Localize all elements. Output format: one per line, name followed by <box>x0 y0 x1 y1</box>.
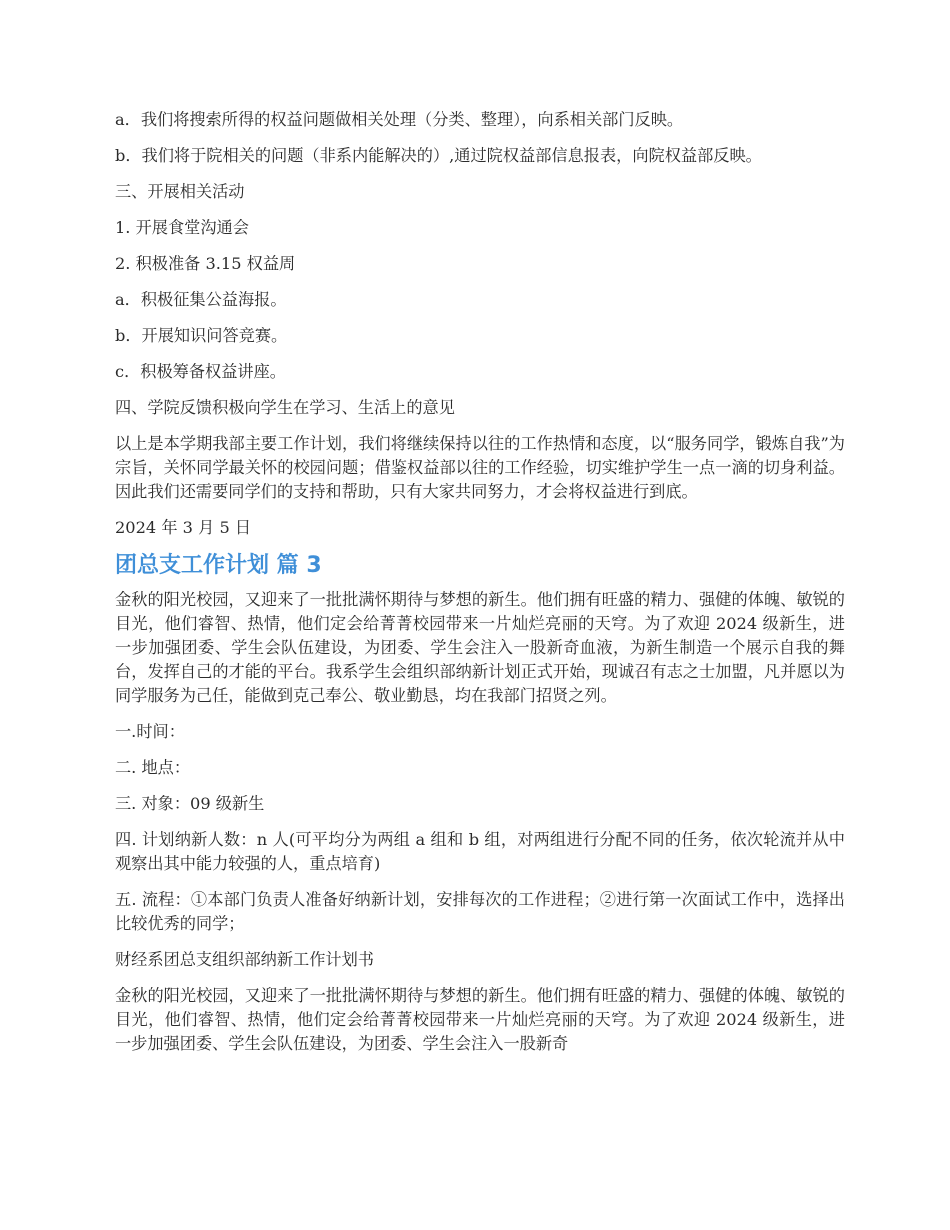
paragraph-intro-repeat: 金秋的阳光校园，又迎来了一批批满怀期待与梦想的新生。他们拥有旺盛的精力、强健的体魄、敏锐的目光，他们睿智、热情，他们定会给菁菁校园带来一片灿烂亮丽的天穹。为了欢迎 2024 级新生，进一步加强团委、学生会队伍建设，为团委、学生会注入一股新奇 <box>115 986 845 1053</box>
document-page <box>115 108 845 1068</box>
paragraph-item-a-posters: a．积极征集公益海报。 <box>115 290 287 309</box>
paragraph-date: 2024 年 3 月 5 日 <box>115 518 252 537</box>
paragraph-location: 二. 地点： <box>115 758 191 777</box>
paragraph-time: 一.时间： <box>115 722 185 741</box>
paragraph-intro: 金秋的阳光校园，又迎来了一批批满怀期待与梦想的新生。他们拥有旺盛的精力、强健的体魄、敏锐的目光，他们睿智、热情，他们定会给菁菁校园带来一片灿烂亮丽的天穹。为了欢迎 2024 级新生，进一步加强团委、学生会队伍建设，为团委、学生会注入一股新奇血液，为新生制造一个展示自我的舞台，发挥自己的才能的平台。我系学生会组织部纳新计划正式开始，现诚召有志之士加盟，凡并愿以为同学服务为己任，能做到克己奉公、敬业勤恳，均在我部门招贤之列。 <box>115 590 845 705</box>
section-heading: 团总支工作计划 篇 3 <box>115 553 322 578</box>
paragraph-section-three: 三、开展相关活动 <box>115 182 245 201</box>
paragraph-plan-title: 财经系团总支组织部纳新工作计划书 <box>115 950 374 969</box>
paragraph-item-b-report: b．我们将于院相关的问题（非系内能解决的）,通过院权益部信息报表，向院权益部反映。 <box>115 146 762 165</box>
paragraph-target: 三. 对象：09 级新生 <box>115 794 265 813</box>
paragraph-item-a-classify: a．我们将搜索所得的权益问题做相关处理（分类、整理），向系相关部门反映。 <box>115 110 684 129</box>
paragraph-item-c-lecture: c．积极筹备权益讲座。 <box>115 362 286 381</box>
paragraph-item-1-canteen: 1. 开展食堂沟通会 <box>115 218 249 237</box>
paragraph-summary: 以上是本学期我部主要工作计划，我们将继续保持以往的工作热情和态度，以“服务同学，锻炼自我”为宗旨，关怀同学最关怀的校园问题；借鉴权益部以往的工作经验，切实维护学生一点一滴的切身利益。因此我们还需要同学们的支持和帮助，只有大家共同努力，才会将权益进行到底。 <box>115 434 845 501</box>
paragraph-section-four: 四、学院反馈积极向学生在学习、生活上的意见 <box>115 398 455 417</box>
paragraph-item-b-quiz: b．开展知识问答竞赛。 <box>115 326 288 345</box>
paragraph-process: 五. 流程：①本部门负责人准备好纳新计划，安排每次的工作进程；②进行第一次面试工作中，选择出比较优秀的同学； <box>115 890 845 933</box>
paragraph-recruit-count: 四. 计划纳新人数：n 人(可平均分为两组 a 组和 b 组，对两组进行分配不同的任务，依次轮流并从中观察出其中能力较强的人，重点培育) <box>115 830 845 873</box>
paragraph-item-2-rights-week: 2. 积极准备 3.15 权益周 <box>115 254 296 273</box>
